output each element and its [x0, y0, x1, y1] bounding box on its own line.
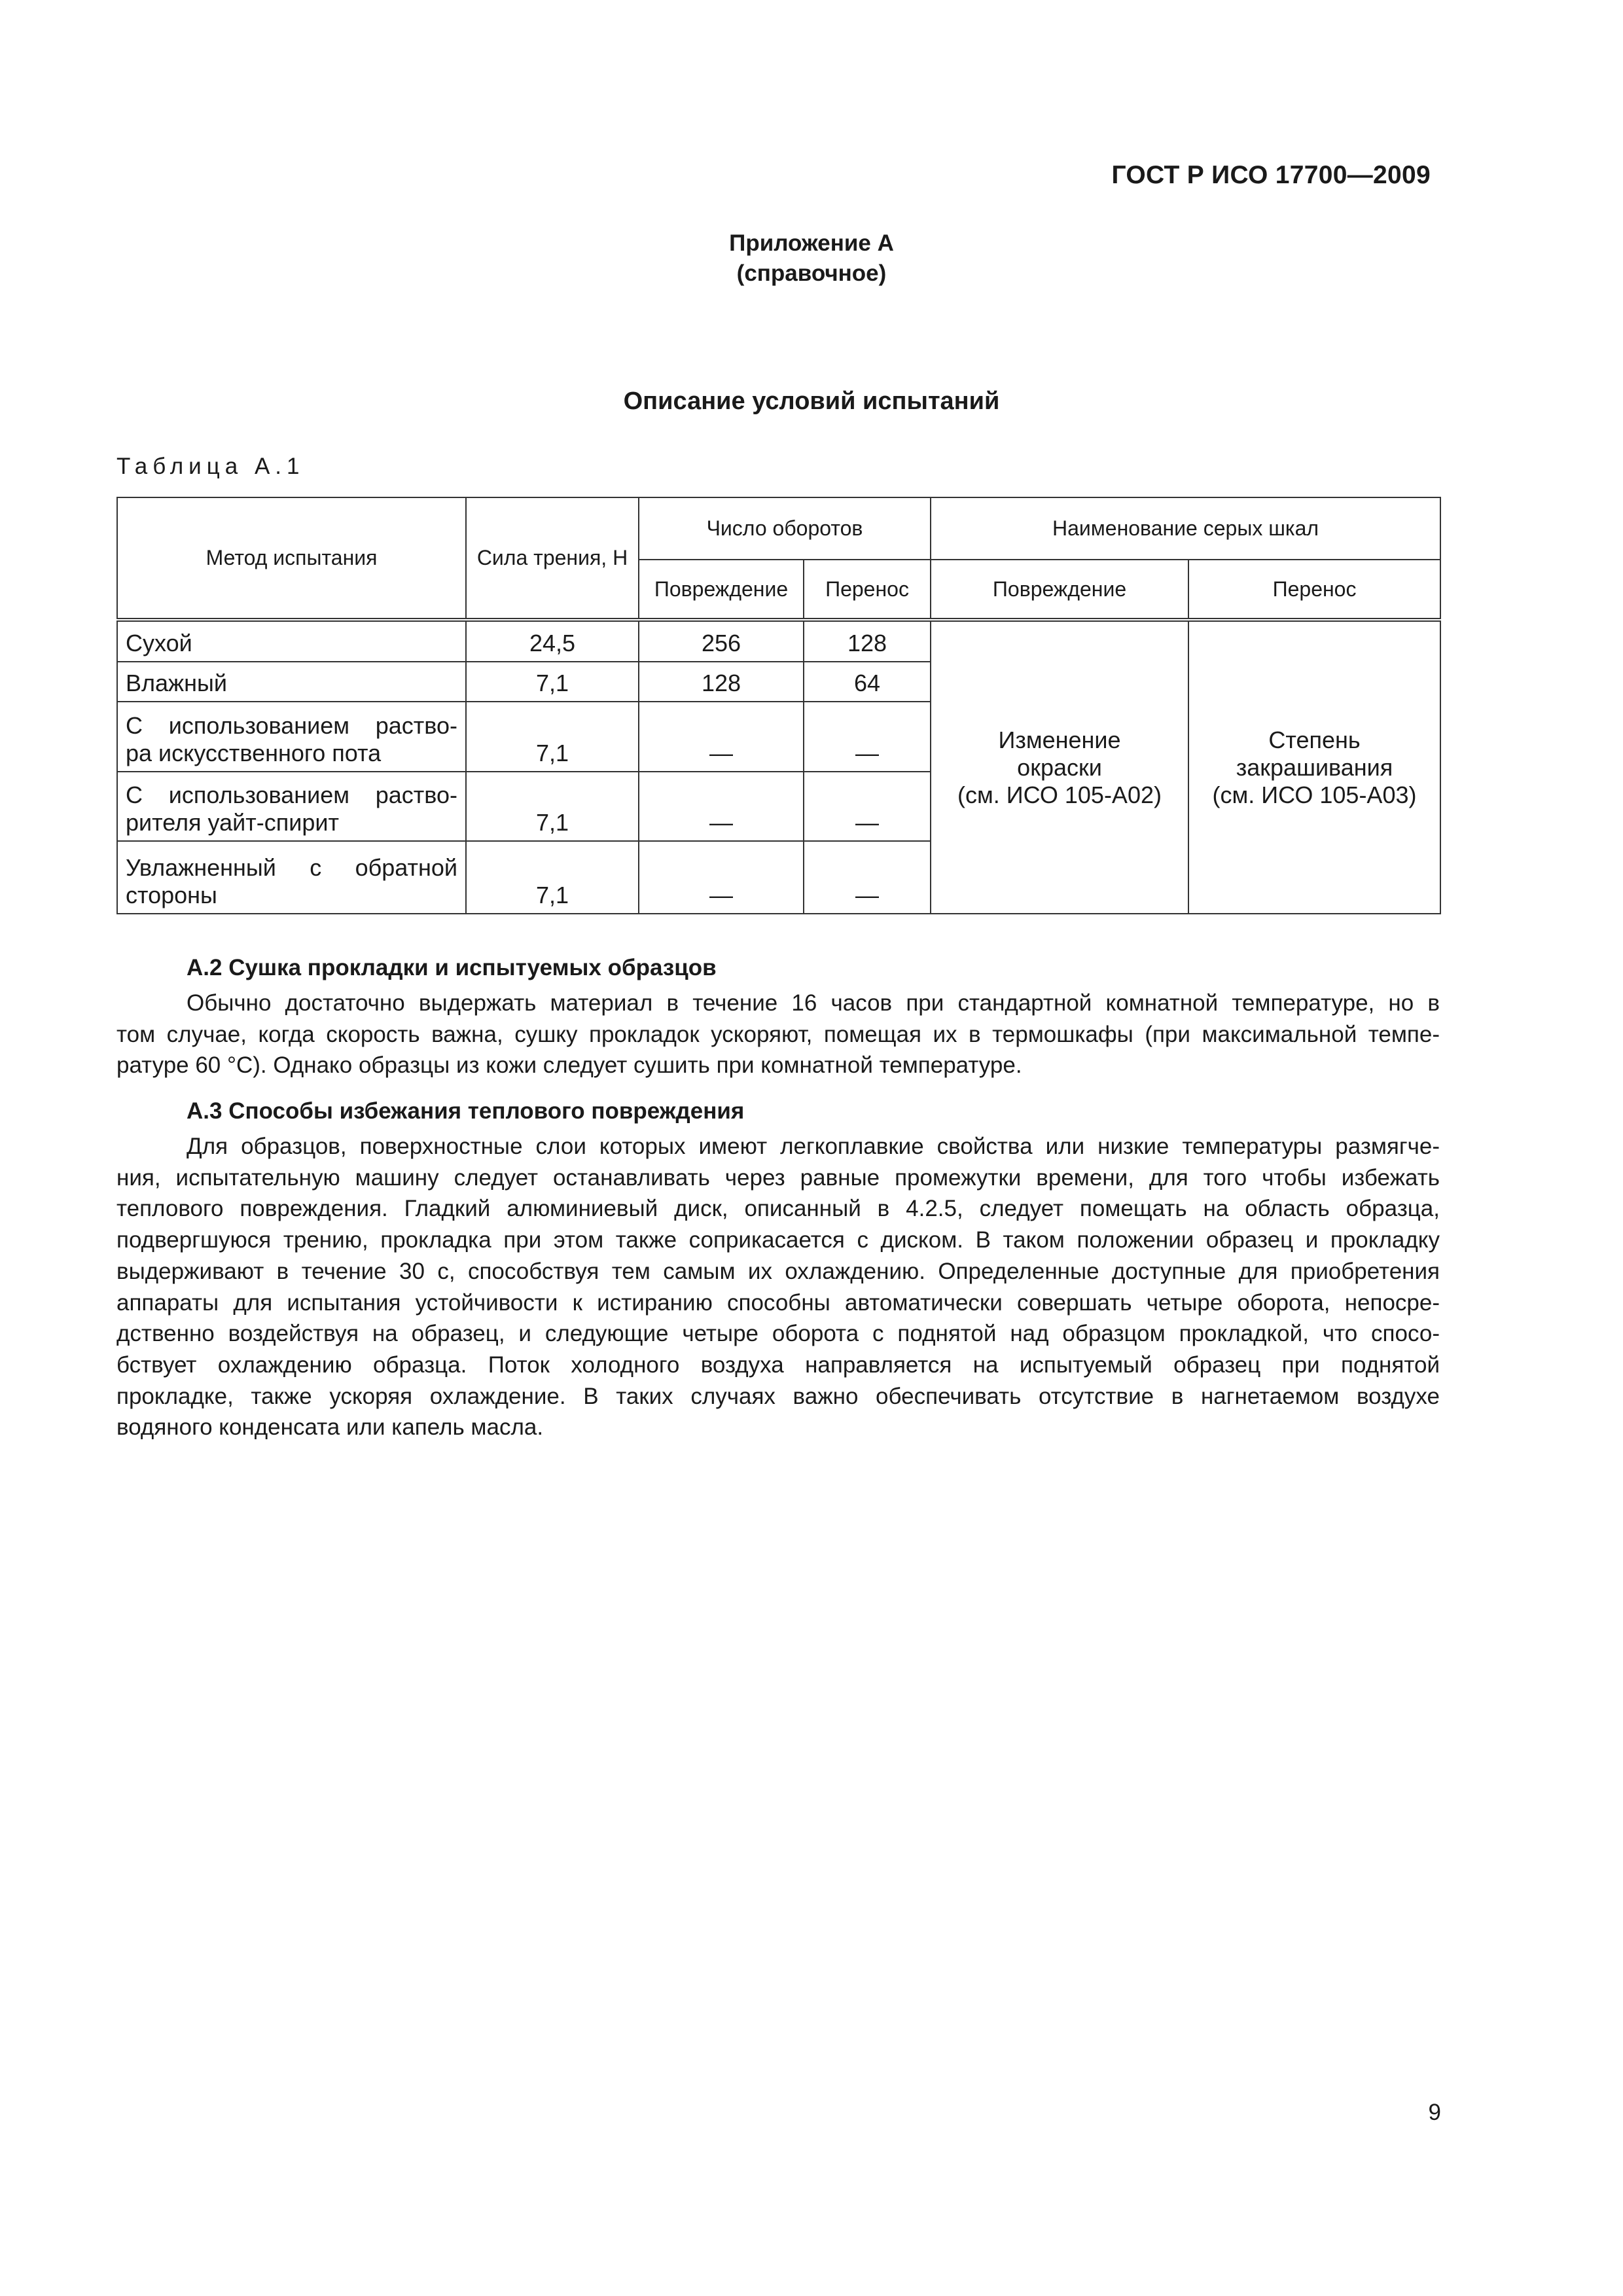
row-method: [117, 702, 466, 772]
header-scale-damage: Повреждение: [931, 560, 1188, 620]
row-friction: 7,1: [466, 841, 639, 914]
header-friction: Сила трения, Н: [466, 497, 639, 620]
method-line: С использованием раство-: [126, 712, 457, 739]
row-method: [117, 662, 466, 702]
scale-damage-line: (см. ИСО 105-A02): [957, 781, 1162, 808]
method-line: Влажный: [126, 670, 227, 696]
row-transfer: —: [804, 702, 931, 772]
row-method: [117, 841, 466, 914]
header-grey-scales: Наименование серых шкал: [931, 497, 1440, 560]
row-damage: —: [639, 772, 804, 841]
row-transfer: —: [804, 772, 931, 841]
paragraph-line: выдерживают в течение 30 с, способствуя тем самым их охлаждению. Определенные доступные для приобретения: [116, 1258, 1440, 1284]
method-line: стороны: [126, 882, 217, 908]
annex-title: Приложение А: [729, 230, 894, 256]
paragraph-line: подвергшуюся трению, прокладка при этом также соприкасается с диском. В таком положении образец и прокладку: [116, 1227, 1440, 1253]
method-line: рителя уайт-спирит: [126, 809, 339, 836]
header-rev-damage: Повреждение: [639, 560, 804, 620]
header-rev-transfer: Перенос: [804, 560, 931, 620]
row-method: [117, 772, 466, 841]
paragraph-line: дственно воздействуя на образец, и следующие четыре оборота с поднятой над образцом прокладкой, что спосо-: [116, 1321, 1440, 1347]
scale-damage-line: Изменение: [998, 726, 1121, 753]
header-method: Метод испытания: [117, 497, 466, 620]
scale-damage-line: окраски: [1017, 753, 1102, 781]
page-number: 9: [1428, 2100, 1441, 2125]
row-friction: 24,5: [466, 620, 639, 662]
section-paragraph-a2: [116, 988, 1440, 1081]
header-revolutions: Число оборотов: [639, 497, 931, 560]
scale-transfer-line: (см. ИСО 105-A03): [1212, 781, 1417, 808]
paragraph-line: водяного конденсата или капель масла.: [116, 1414, 544, 1441]
paragraph-line: ния, испытательную машину следует останавливать через равные промежутки времени, для того чтобы избежать: [116, 1164, 1440, 1191]
paragraph-line: аппараты для испытания устойчивости к истиранию способны автоматически совершать четыре оборота, непосре-: [116, 1289, 1440, 1316]
row-damage: 256: [639, 620, 804, 662]
paragraph-line: Обычно достаточно выдержать материал в течение 16 часов при стандартной комнатной температуре, но в: [187, 990, 1440, 1016]
scale-transfer-line: Степень: [1268, 726, 1361, 753]
row-friction: 7,1: [466, 772, 639, 841]
scale-transfer-cell: [1188, 620, 1440, 914]
row-friction: 7,1: [466, 662, 639, 702]
row-friction: 7,1: [466, 702, 639, 772]
test-conditions-table: [116, 497, 1441, 914]
row-transfer: 128: [804, 620, 931, 662]
method-line: Увлажненный с обратной: [126, 854, 457, 881]
paragraph-line: прокладке, также ускоряя охлаждение. В таких случаях важно обеспечивать отсутствие в нагнетаемом воздухе: [116, 1383, 1440, 1409]
section-paragraph-a3: [116, 1131, 1440, 1443]
paragraph-line: бствует охлаждению образца. Поток холодного воздуха направляется на испытуемый образец при поднятой: [116, 1352, 1440, 1378]
section-title-a3: А.3 Способы избежания теплового повреждения: [187, 1098, 745, 1124]
row-method: [117, 620, 466, 662]
row-damage: —: [639, 841, 804, 914]
paragraph-line: Для образцов, поверхностные слои которых имеют легкоплавкие свойства или низкие температуры размягче-: [187, 1134, 1440, 1159]
table-caption: Таблица А.1: [116, 454, 305, 479]
scale-transfer-line: закрашивания: [1236, 753, 1393, 781]
scale-damage-cell: [931, 620, 1188, 914]
standard-code: ГОСТ Р ИСО 17700—2009: [1111, 161, 1431, 189]
row-transfer: —: [804, 841, 931, 914]
annex-status: (справочное): [736, 260, 887, 286]
header-scale-transfer: Перенос: [1188, 560, 1440, 620]
paragraph-line: ратуре 60 °С). Однако образцы из кожи следует сушить при комнатной температуре.: [116, 1052, 1022, 1079]
document-heading: Описание условий испытаний: [623, 387, 1000, 415]
method-line: С использованием раство-: [126, 781, 457, 808]
section-title-a2: А.2 Сушка прокладки и испытуемых образцов: [187, 955, 717, 980]
method-line: ра искусственного пота: [126, 740, 382, 766]
row-damage: 128: [639, 662, 804, 702]
paragraph-line: теплового повреждения. Гладкий алюминиевый диск, описанный в 4.2.5, следует помещать на область образца,: [116, 1196, 1440, 1222]
paragraph-line: том случае, когда скорость важна, сушку прокладок ускоряют, помещая их в термошкафы (при максимальной темпе-: [116, 1021, 1440, 1047]
method-line: Сухой: [126, 630, 192, 656]
row-transfer: 64: [804, 662, 931, 702]
row-damage: —: [639, 702, 804, 772]
